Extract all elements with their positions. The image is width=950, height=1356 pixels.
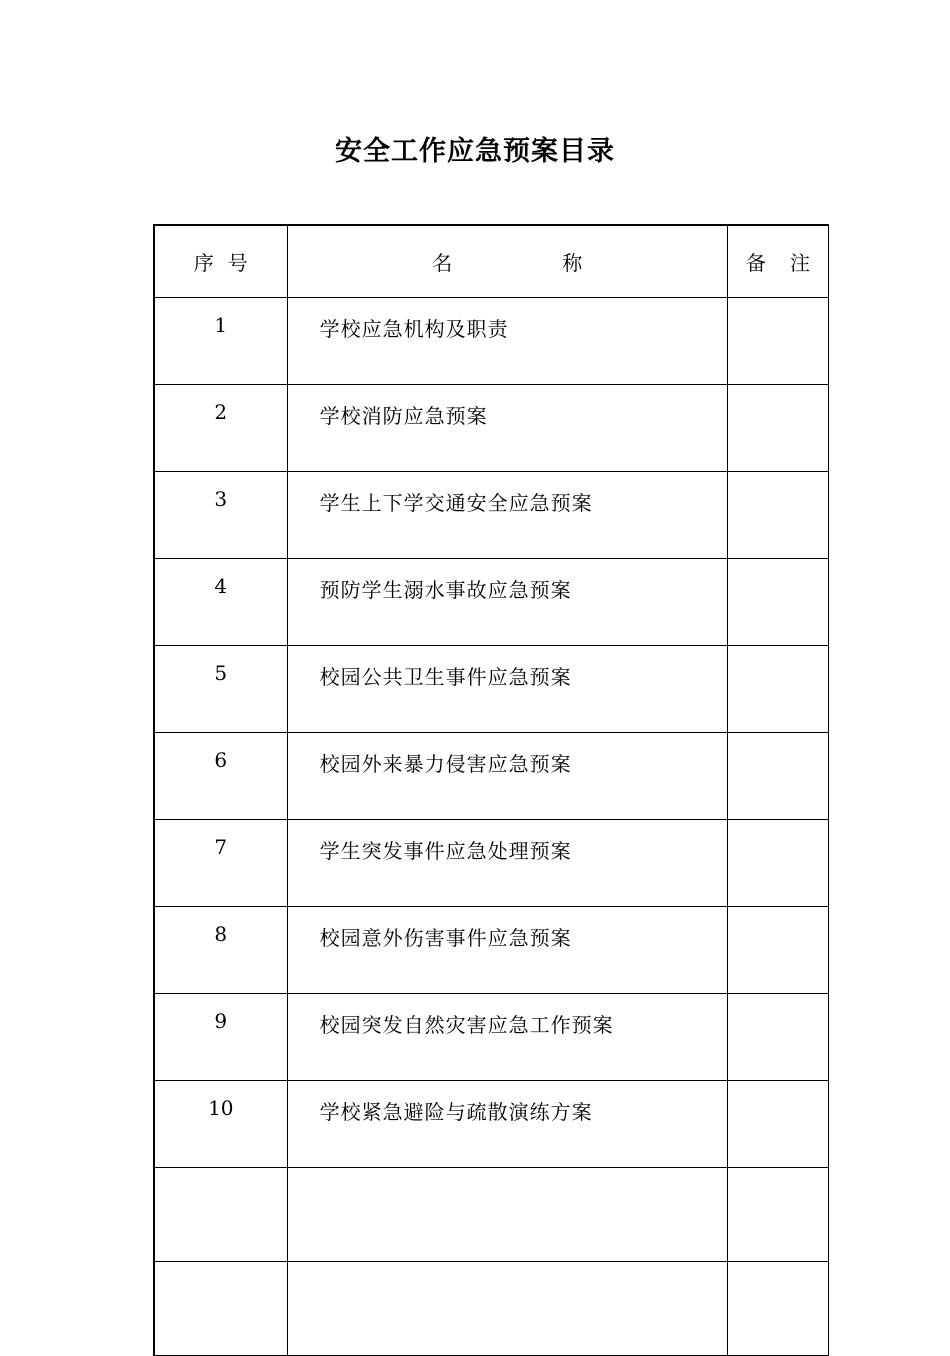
row-seq: 10	[154, 1081, 287, 1168]
table-row	[154, 385, 829, 472]
row-name: 学校紧急避险与疏散演练方案	[287, 1081, 727, 1168]
row-seq: 7	[154, 820, 287, 907]
row-note	[727, 646, 828, 733]
row-note	[727, 559, 828, 646]
table-row	[154, 733, 829, 820]
header-seq: 序号	[154, 225, 287, 298]
row-seq	[154, 1262, 287, 1356]
row-name: 校园外来暴力侵害应急预案	[287, 733, 727, 820]
row-seq: 6	[154, 733, 287, 820]
table-row	[154, 907, 829, 994]
page-title: 安全工作应急预案目录	[335, 136, 615, 167]
row-seq	[154, 1168, 287, 1262]
row-seq: 1	[154, 298, 287, 385]
table-row	[154, 994, 829, 1081]
row-name	[287, 1168, 727, 1262]
row-name: 学校消防应急预案	[287, 385, 727, 472]
row-seq: 5	[154, 646, 287, 733]
table-row	[154, 646, 829, 733]
table-row	[154, 820, 829, 907]
header-name	[287, 225, 727, 298]
toc-table	[153, 224, 829, 1356]
row-note	[727, 1262, 828, 1356]
table-row	[154, 1262, 829, 1356]
row-seq: 8	[154, 907, 287, 994]
table-header-row	[154, 225, 829, 298]
table-row	[154, 298, 829, 385]
row-seq: 3	[154, 472, 287, 559]
row-note	[727, 1081, 828, 1168]
table-row	[154, 559, 829, 646]
header-name-right: 称	[562, 251, 583, 275]
row-seq: 4	[154, 559, 287, 646]
header-note	[727, 225, 828, 298]
row-name	[287, 1262, 727, 1356]
row-note	[727, 298, 828, 385]
row-note	[727, 385, 828, 472]
row-note	[727, 907, 828, 994]
table-row	[154, 472, 829, 559]
row-name: 学生上下学交通安全应急预案	[287, 472, 727, 559]
row-name: 预防学生溺水事故应急预案	[287, 559, 727, 646]
row-name: 校园意外伤害事件应急预案	[287, 907, 727, 994]
row-note	[727, 733, 828, 820]
row-name: 学生突发事件应急处理预案	[287, 820, 727, 907]
row-note	[727, 820, 828, 907]
header-note-left: 备	[745, 251, 766, 275]
header-name-left: 名	[432, 251, 453, 275]
row-name: 校园突发自然灾害应急工作预案	[287, 994, 727, 1081]
table-row	[154, 1168, 829, 1262]
row-note	[727, 472, 828, 559]
table-row	[154, 1081, 829, 1168]
row-name: 学校应急机构及职责	[287, 298, 727, 385]
row-name: 校园公共卫生事件应急预案	[287, 646, 727, 733]
row-seq: 9	[154, 994, 287, 1081]
row-note	[727, 1168, 828, 1262]
row-seq: 2	[154, 385, 287, 472]
row-note	[727, 994, 828, 1081]
header-note-right: 注	[789, 251, 810, 275]
